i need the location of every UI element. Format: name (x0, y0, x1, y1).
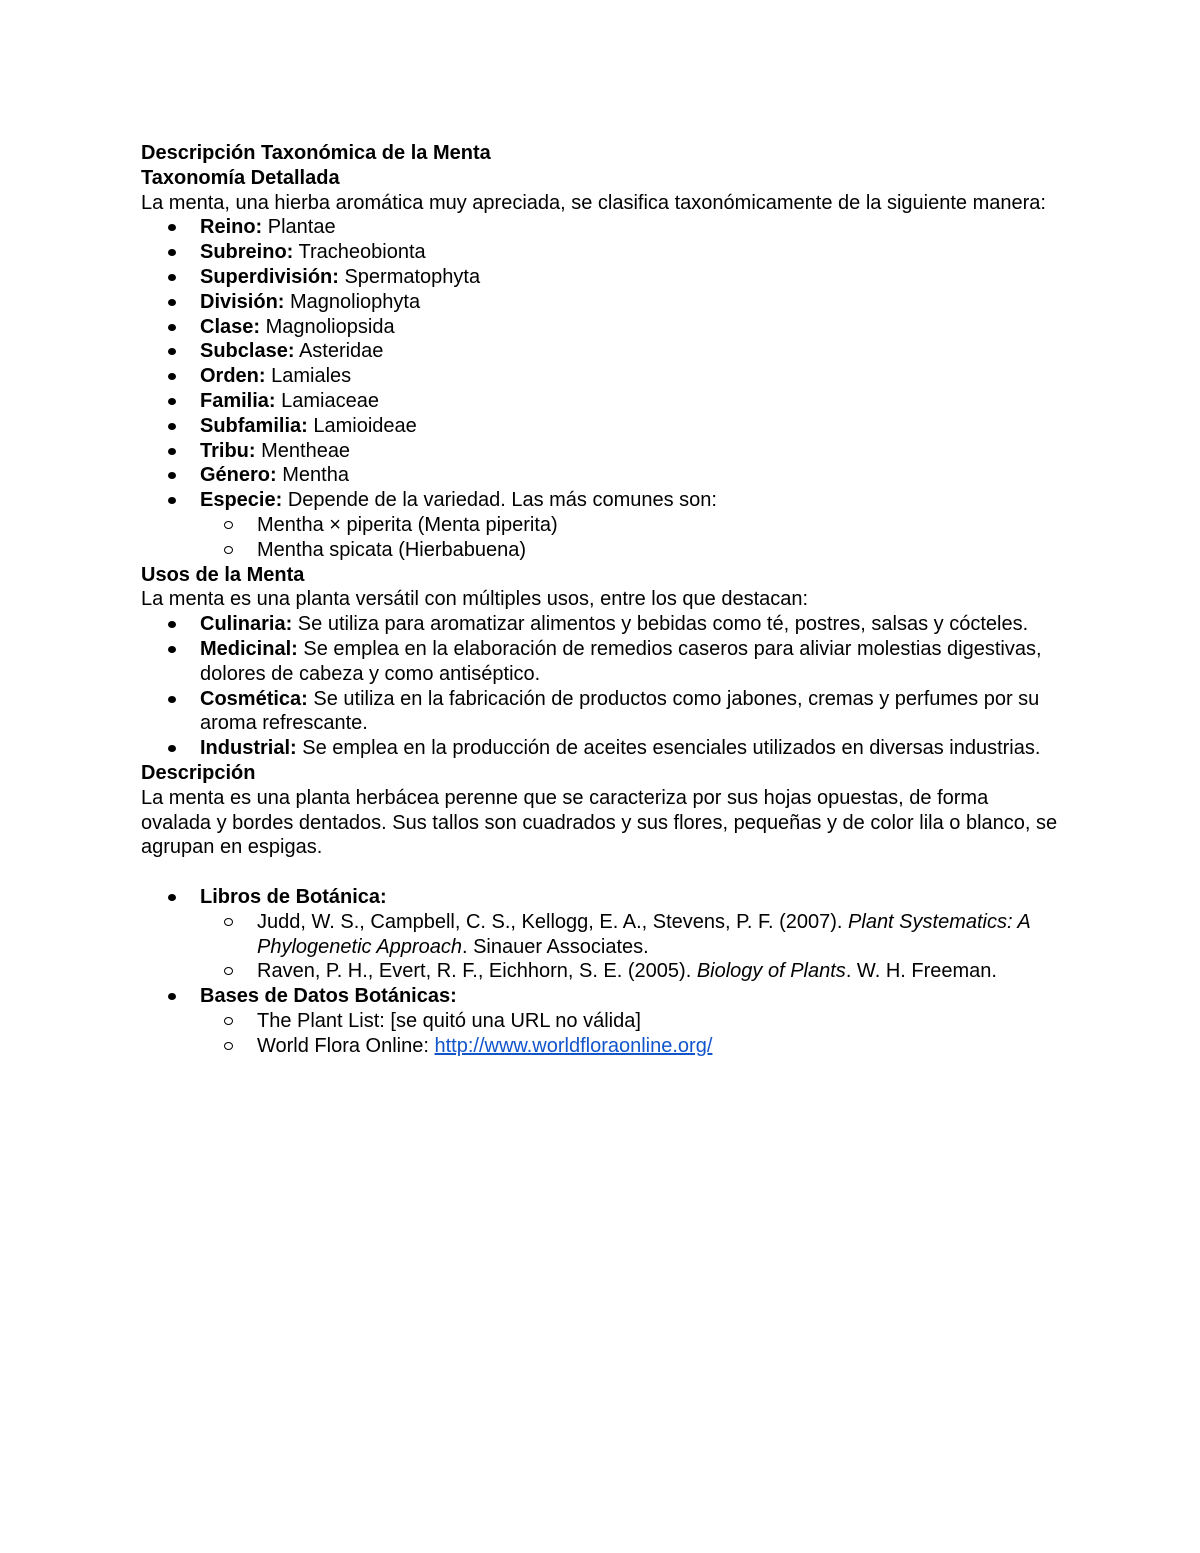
taxonomy-value: Magnoliopsida (260, 315, 395, 338)
document-title: Descripción Taxonómica de la Menta (141, 142, 491, 164)
taxonomy-item-subfamilia (141, 414, 1061, 439)
world-flora-link[interactable]: http://www.worldfloraonline.org/ (434, 1034, 713, 1057)
databases-label: Bases de Datos Botánicas: (200, 985, 457, 1008)
use-label: Culinaria: (200, 613, 293, 636)
database-world-flora (200, 1034, 1061, 1059)
taxonomy-item-superdivision (141, 265, 1061, 290)
book-authors: Raven, P. H., Evert, R. F., Eichhorn, S. E. (2005). (257, 960, 697, 983)
book-authors: Judd, W. S., Campbell, C. S., Kellogg, E. A., Stevens, P. F. (2007). (257, 910, 849, 933)
taxonomy-value: Lamiales (265, 365, 352, 388)
blank-line (141, 860, 1061, 885)
book-publisher: . W. H. Freeman. (845, 960, 997, 983)
taxonomy-label: Especie: (200, 489, 283, 512)
use-item-medicinal (141, 637, 1061, 687)
taxonomy-item-reino (141, 215, 1061, 240)
taxonomy-item-tribu (141, 439, 1061, 464)
uses-list (141, 612, 1061, 761)
taxonomy-intro: La menta, una hierba aromática muy apreciada, se clasifica taxonómicamente de la siguiente manera: (141, 191, 1046, 214)
taxonomy-label: Orden: (200, 365, 266, 388)
book-title: Plant Systematics: A Phylogenetic Approach (257, 910, 1030, 958)
taxonomy-item-familia (141, 389, 1061, 414)
taxonomy-label: Tribu: (200, 439, 256, 462)
taxonomy-label: División: (200, 290, 285, 313)
species-list (141, 513, 1061, 563)
taxonomy-value: Lamioideae (307, 414, 417, 437)
taxonomy-item-clase (141, 315, 1061, 340)
world-flora-prefix: World Flora Online: (257, 1034, 435, 1057)
taxonomy-item-genero (141, 463, 1061, 488)
taxonomy-label: Subfamilia: (200, 414, 308, 437)
species-item: Mentha spicata (Hierbabuena) (200, 538, 1061, 563)
use-text: Se utiliza para aromatizar alimentos y bebidas como té, postres, salsas y cócteles. (292, 613, 1029, 636)
taxonomy-value: Spermatophyta (338, 265, 481, 288)
references-databases (141, 984, 1061, 1058)
taxonomy-heading: Taxonomía Detallada (141, 166, 340, 189)
taxonomy-label: Familia: (200, 389, 276, 412)
taxonomy-value: Mentheae (255, 439, 351, 462)
references-books (141, 885, 1061, 984)
use-item-cosmetica (141, 687, 1061, 737)
use-item-culinaria (141, 612, 1061, 637)
taxonomy-label: Superdivisión: (200, 265, 339, 288)
uses-heading: Usos de la Menta (141, 563, 305, 586)
document-page (141, 141, 1061, 1058)
books-label: Libros de Botánica: (200, 885, 387, 908)
book-reference (200, 959, 1061, 984)
taxonomy-item-subclase (141, 339, 1061, 364)
taxonomy-item-division (141, 290, 1061, 315)
databases-list (141, 1009, 1061, 1059)
use-text: Se emplea en la elaboración de remedios caseros para aliviar molestias digestivas, dolores de cabeza y como antiséptico. (200, 637, 1042, 685)
taxonomy-value: Depende de la variedad. Las más comunes son: (282, 489, 717, 512)
taxonomy-list (141, 215, 1061, 562)
book-title: Biology of Plants (696, 960, 846, 983)
description-heading: Descripción (141, 761, 256, 784)
taxonomy-label: Subreino: (200, 241, 294, 264)
use-label: Industrial: (200, 737, 297, 760)
species-item: Mentha × piperita (Menta piperita) (200, 513, 1061, 538)
taxonomy-value: Asteridae (294, 340, 384, 363)
taxonomy-item-especie (141, 488, 1061, 562)
use-item-industrial (141, 736, 1061, 761)
use-label: Medicinal: (200, 637, 298, 660)
taxonomy-value: Plantae (262, 216, 336, 239)
books-list (141, 910, 1061, 984)
uses-intro: La menta es una planta versátil con múltiples usos, entre los que destacan: (141, 588, 809, 611)
database-plant-list: The Plant List: [se quitó una URL no válida] (200, 1009, 1061, 1034)
description-text: La menta es una planta herbácea perenne que se caracteriza por sus hojas opuestas, de forma ovalada y bordes dentados. Sus tallos son cuadrados y sus flores, pequeñas y de color lila o blanco, se agrupan en espigas. (141, 786, 1058, 859)
taxonomy-value: Lamiaceae (275, 389, 379, 412)
use-label: Cosmética: (200, 687, 308, 710)
taxonomy-label: Subclase: (200, 340, 295, 363)
taxonomy-value: Mentha (276, 464, 349, 487)
taxonomy-item-orden (141, 364, 1061, 389)
taxonomy-value: Magnoliophyta (284, 290, 421, 313)
taxonomy-label: Género: (200, 464, 277, 487)
book-reference (200, 910, 1061, 960)
use-text: Se utiliza en la fabricación de productos como jabones, cremas y perfumes por su aroma refrescante. (200, 687, 1040, 735)
taxonomy-label: Reino: (200, 216, 263, 239)
taxonomy-value: Tracheobionta (293, 241, 426, 264)
taxonomy-item-subreino (141, 240, 1061, 265)
book-publisher: . Sinauer Associates. (461, 935, 649, 958)
taxonomy-label: Clase: (200, 315, 261, 338)
references-list (141, 885, 1061, 1059)
use-text: Se emplea en la producción de aceites esenciales utilizados en diversas industrias. (296, 737, 1041, 760)
